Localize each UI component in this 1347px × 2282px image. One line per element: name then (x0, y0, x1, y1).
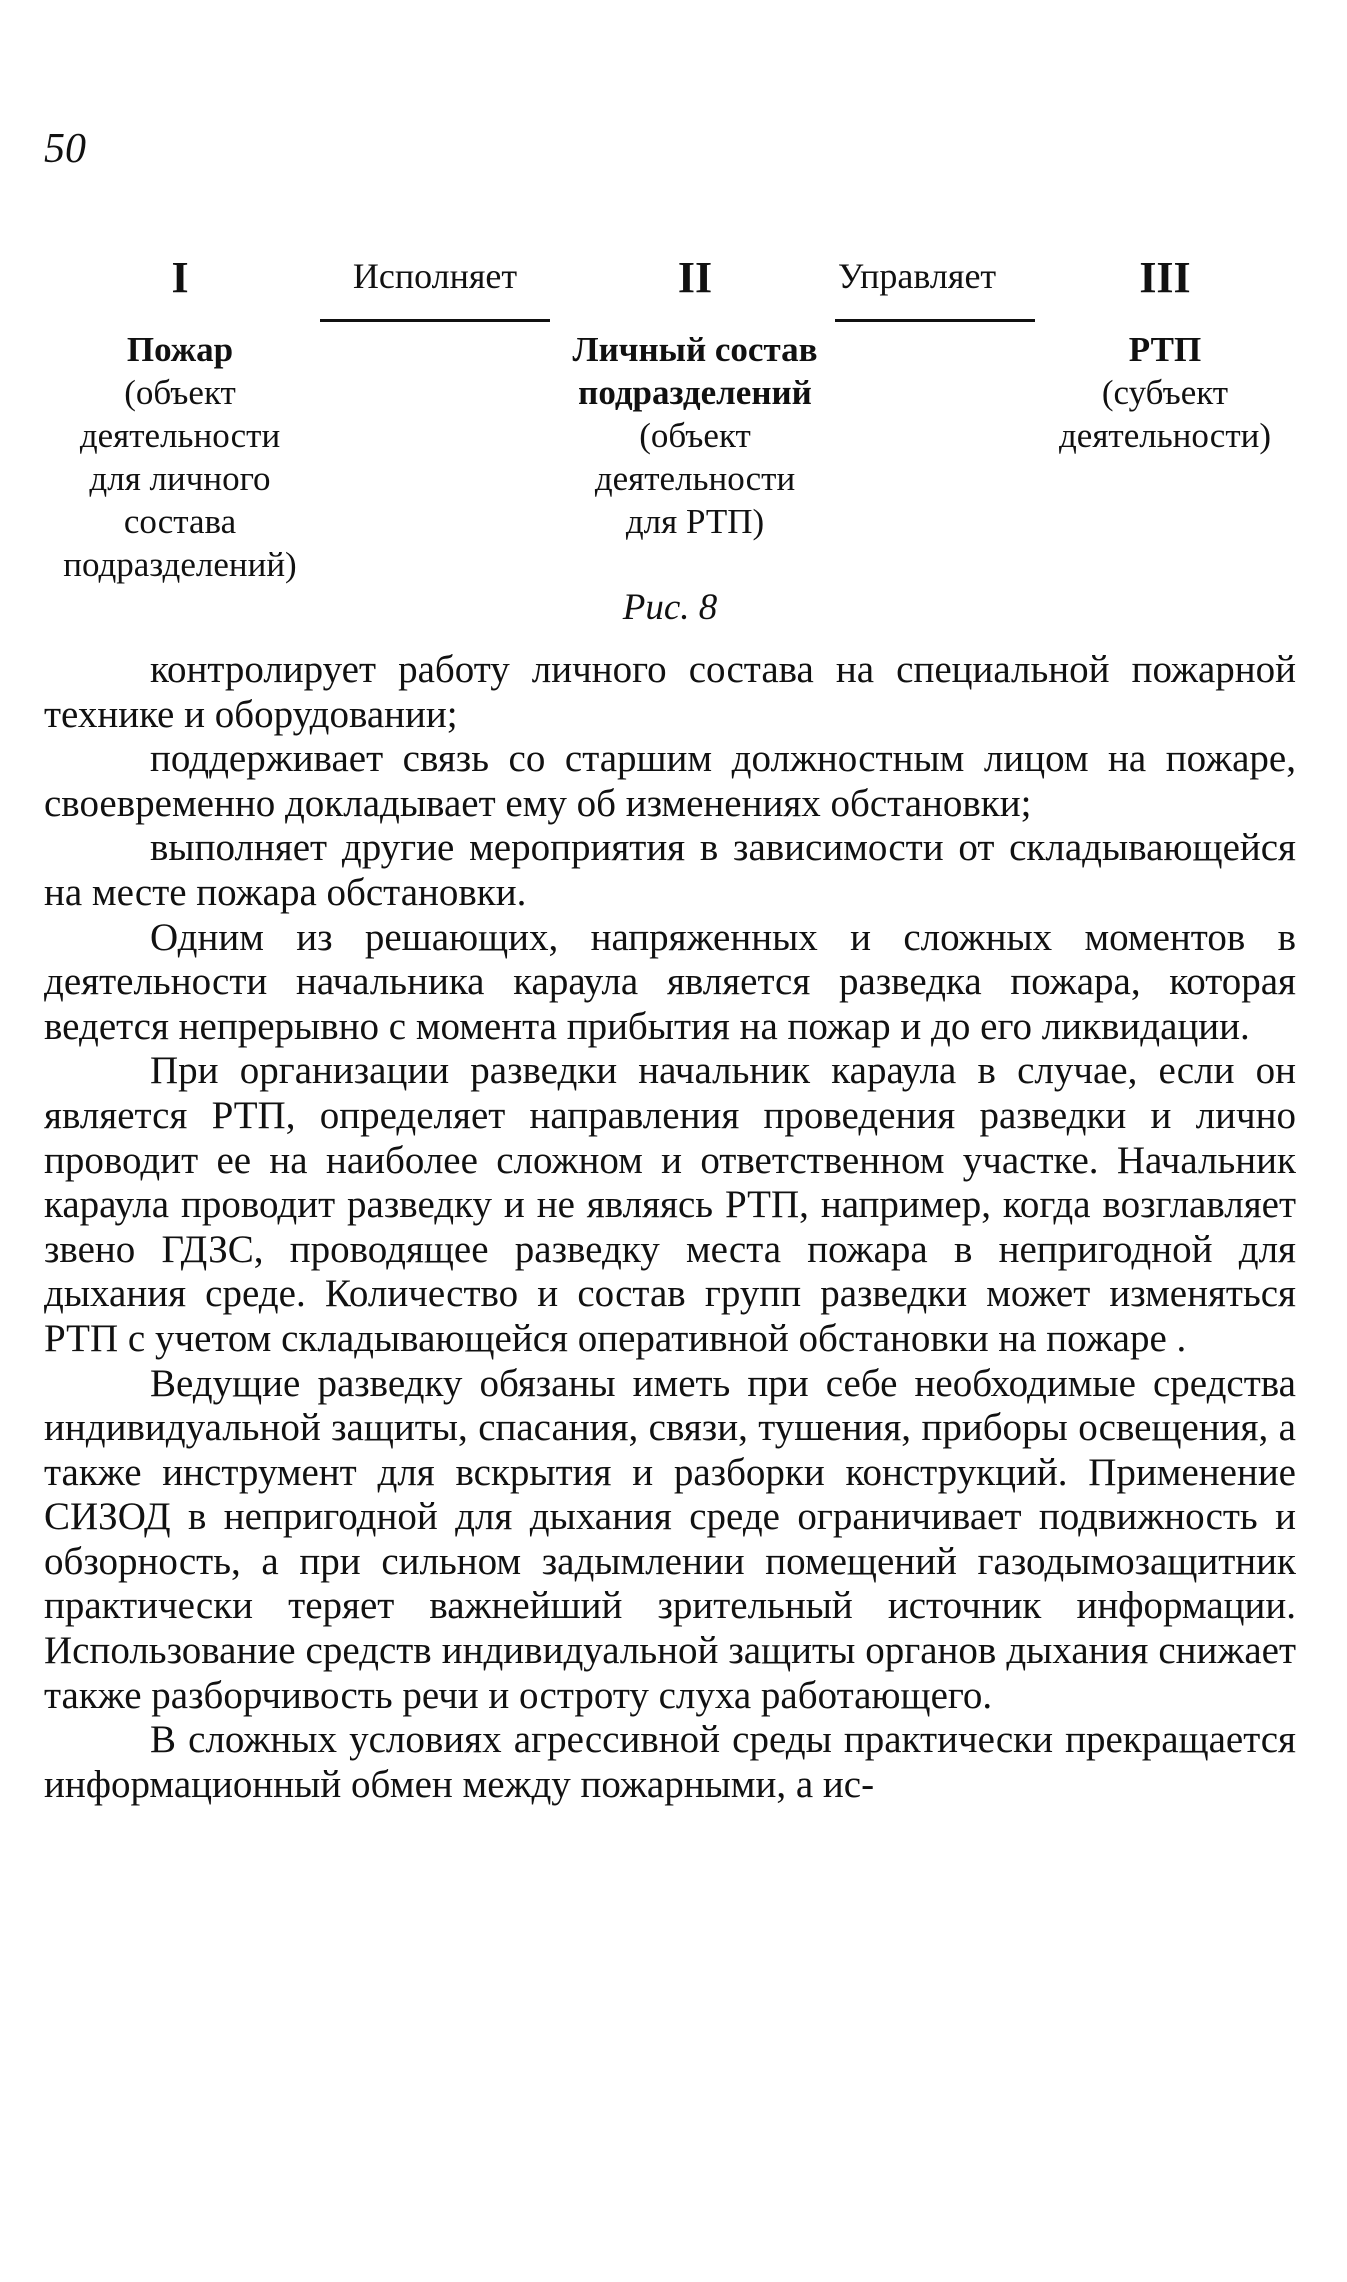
node-line: (объект (124, 373, 236, 412)
relation-line-manages (835, 319, 1035, 322)
node-line: (субъект (1101, 373, 1229, 412)
node-heading: подразделений (578, 373, 812, 412)
body-text (44, 648, 1296, 1807)
node-numeral-2: II (677, 253, 713, 302)
paragraph: В сложных условиях агрессивной среды практически прекращается информационный обмен между пожарными, а ис- (44, 1718, 1296, 1806)
node-numeral-1: I (171, 253, 189, 302)
relation-label-executes: Исполняет (352, 256, 518, 296)
paragraph: контролирует работу личного состава на специальной пожарной технике и оборудовании; (44, 648, 1296, 736)
node-heading: РТП (1128, 330, 1202, 369)
node-line: для РТП) (625, 502, 765, 541)
node-line: (объект (639, 416, 751, 455)
node-personnel (535, 328, 855, 543)
node-line: деятельности (79, 416, 281, 455)
node-line: состава (123, 502, 237, 541)
node-line: для личного (89, 459, 271, 498)
node-rtp (1020, 328, 1310, 457)
paragraph: Ведущие разведку обязаны иметь при себе необходимые средства индивидуальной защиты, спасания, связи, тушения, приборы освещения, а также инструмент для вскрытия и разборки конструкций. Применение СИЗОД в непригодной для дыхания среде ограничивает подвижность и обзорность, а при сильном задымлении помещений газодымозащитник практически теряет важнейший зрительный источник информации. Использование средств индивидуальной защиты органов дыхания снижает также разборчивость речи и остроту слуха работающего. (44, 1361, 1296, 1717)
node-line: деятельности) (1058, 416, 1272, 455)
activity-diagram (0, 0, 1347, 640)
relation-line-executes (320, 319, 550, 322)
node-line: подразделений) (63, 545, 297, 584)
node-heading: Пожар (126, 330, 234, 369)
relation-label-manages: Управляет (837, 256, 997, 296)
figure-caption: Рис. 8 (622, 587, 718, 628)
paragraph: При организации разведки начальник караула в случае, если он является РТП, определяет направления проведения разведки и лично проводит ее на наиболее сложном и ответственном участке. Начальник караула проводит разведку и не являясь РТП, например, когда возглавляет звено ГДЗС, проводящее разведку места пожара в непригодной для дыхания среде. Количество и состав групп разведки может изменяться РТП с учетом складывающейся оперативной обстановки на пожаре . (44, 1049, 1296, 1360)
node-numeral-3: III (1139, 253, 1191, 302)
node-heading: Личный состав (572, 330, 818, 369)
paragraph: поддерживает связь со старшим должностным лицом на пожаре, своевременно докладывает ему об изменениях обстановки; (44, 737, 1296, 825)
node-fire (30, 328, 330, 586)
page-number: 50 (44, 126, 86, 172)
paragraph: Одним из решающих, напряженных и сложных моментов в деятельности начальника караула является разведка пожара, которая ведется непрерывно с момента прибытия на пожар и до его ликвидации. (44, 915, 1296, 1048)
paragraph: выполняет другие мероприятия в зависимости от складывающейся на месте пожара обстановки. (44, 826, 1296, 914)
node-line: деятельности (594, 459, 796, 498)
